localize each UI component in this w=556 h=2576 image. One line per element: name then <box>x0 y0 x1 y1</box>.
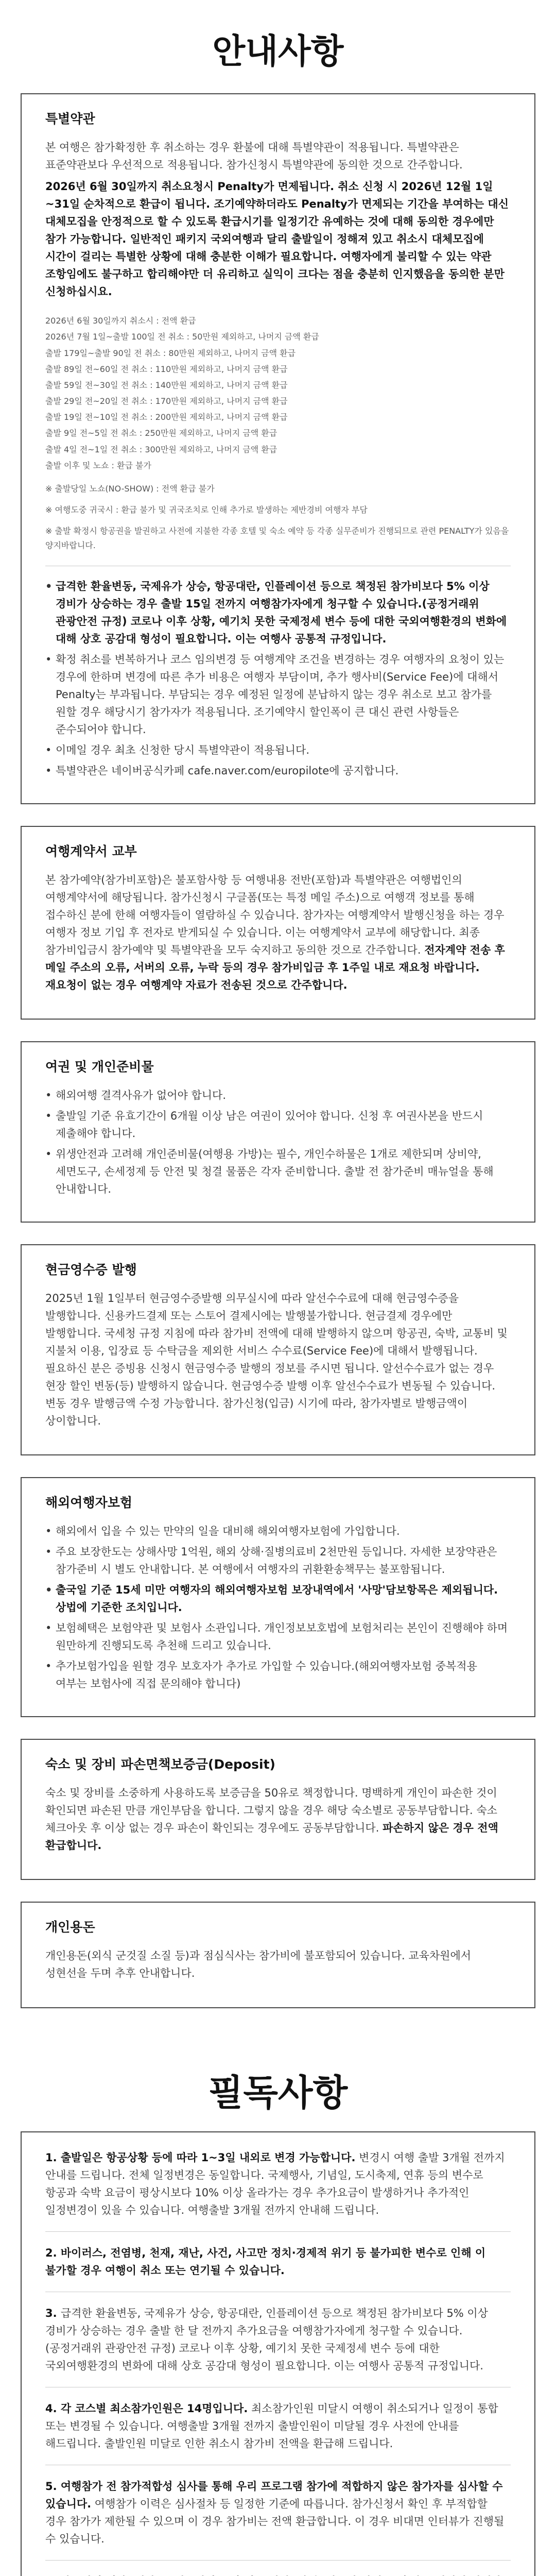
notice-section <box>21 2131 535 2576</box>
bullet-item: • 해외에서 입을 수 있는 만약의 일을 대비해 해외여행자보험에 가입합니다. <box>45 1522 511 1540</box>
notice-bold: 4. 각 코스별 최소참가인원은 14명입니다. <box>45 2402 248 2415</box>
refund-row: 출발 이후 및 노쇼 : 환급 불가 <box>45 460 151 470</box>
contract-section <box>21 826 535 1020</box>
section-title: 특별약관 <box>45 111 95 126</box>
pocket-money-text: 개인용돈(외식 군것질 소질 등)과 점심식사는 참가비에 불포함되어 있습니다. 교육차원에서 성현선을 두며 추후 안내합니다. <box>45 1950 472 1980</box>
refund-row: 출발 179일~출발 90일 전 취소 : 80만원 제외하고, 나머지 금액 환급 <box>45 348 296 358</box>
bullet-item: • 확정 취소를 변복하거나 코스 임의변경 등 여행계약 조건을 변경하는 경우 여행자의 요청이 있는 경우에 한하며 변경에 따른 추가 비용은 여행자 부담이며, 추가 행사비(Service Fee)에 대해서 Penalty는 부과됩니다. 부담되는 경우 예정된 일정에 분납하지 않는 경우 취소로 보고 참가를 원할 경우 해당시기 참가자가 적용됩니다. 조기예약시 할인폭이 큰 대신 관련 사항들은 준수되어야 합니다. <box>45 651 511 738</box>
refund-row: 출발 89일 전~60일 전 취소 : 110만원 제외하고, 나머지 금액 환급 <box>45 364 288 374</box>
notice-bold: 2. 바이러스, 전염병, 천재, 재난, 사건, 사고만 정치·경제적 위기 등 불가피한 변수로 인해 이 불가할 경우 여행이 취소 또는 연기될 수 있습니다. <box>45 2246 486 2277</box>
notice-body: 변경시 여행 출발 3개월 전까지 안내를 드립니다. 전체 일정변경은 동일합니다. 국제행사, 기념일, 도시축제, 연휴 등의 변수로 항공과 숙박 요금이 평상시보다 10% 이상 올라가는 경우 추가요금이 발생하거나 추가적인 일정변경이 있을 수 있습니다. 여행출발 3개월 전까지 안내해 드립니다. <box>45 2151 505 2216</box>
special-terms-penalty-notice <box>45 178 511 300</box>
refund-row: 2026년 7월 1일~출발 100일 전 취소 : 50만원 제외하고, 나머지 금액 환급 <box>45 332 319 342</box>
deposit-section <box>21 1739 535 1880</box>
bullet-item: • 특별약관은 네이버공식카페 cafe.naver.com/europilote에 공지합니다. <box>45 762 511 779</box>
section-title: 개인용돈 <box>45 1920 95 1935</box>
pocket-money-section <box>21 1902 535 2008</box>
refund-row: 2026년 6월 30일까지 취소시 : 전액 환급 <box>45 316 196 326</box>
page-title: 안내사항 <box>212 31 344 71</box>
notice-text <box>45 2149 511 2219</box>
deposit-bold: 파손하지 않은 경우 전액 환급합니다. <box>45 1822 498 1852</box>
notice-bold: 1. 출발일은 항공상황 등에 따라 1~3일 내외로 변경 가능합니다. <box>45 2151 356 2164</box>
bullet-item: • 추가보험가입을 원할 경우 보호자가 추가로 가입할 수 있습니다.(해외여행자보험 중복적용 여부는 보험사에 직접 문의해야 합니다) <box>45 1657 511 1692</box>
notice-item <box>45 2478 511 2548</box>
insurance-bullets <box>45 1522 511 1692</box>
refund-note: ※ 출발 확정시 항공권을 발권하고 사전에 지불한 각종 호텔 및 숙소 예약 등 각종 실무준비가 진행되므로 관련 PENALTY가 있음을 양지바랍니다. <box>45 526 509 550</box>
bullet-item: • 해외여행 결격사유가 없어야 합니다. <box>45 1087 511 1104</box>
receipt-text: 2025년 1월 1일부터 현금영수증발행 의무실시에 따라 알선수수료에 대해 현금영수증을 발행합니다. 신용카드결제 또는 스토어 결제시에는 발행불가합니다. 현금결제 경우에만 발행합니다. 국세청 규정 지침에 따라 참가비 전액에 대해 발행하지 않으며 항공권, 숙박, 교통비 및 지불처 이용, 입장료 등 수탁금을 제외한 서비스 수수료(Service Fee)에 대해서 발행됩니다. 필요하신 분은 증빙용 신청시 현금영수증 발행의 정보를 주시면 됩니다. 알선수수료가 없는 경우 현장 할인 변동(등) 발행하지 않습니다. 현금영수증 발행 이후 알선수수료가 변동될 수 있습니다. 변동 경우 발행금액 수정 가능합니다. 참가신청(입금) 시기에 따라, 참가자별로 발행금액이 상이합니다. <box>45 1292 508 1428</box>
section-title: 해외여행자보험 <box>45 1495 133 1511</box>
special-terms-intro: 본 여행은 참가확정한 후 취소하는 경우 환불에 대해 특별약관이 적용됩니다. 특별약관은 표준약관보다 우선적으로 적용됩니다. 참가신청시 특별약관에 동의한 것으로 간주합니다. <box>45 141 463 172</box>
notice-text <box>45 2478 511 2548</box>
notice-item <box>45 2244 511 2279</box>
contract-bold: 전자계약 전송 후 메일 주소의 오류, 서버의 오류, 누락 등의 경우 참가비입금 후 1주일 내로 재요청 바랍니다. 재요청이 없는 경우 여행계약 자료가 전송된 것으로 간주합니다. <box>45 944 505 992</box>
bullet-item: • 주요 보장한도는 상해사망 1억원, 해외 상해·질병의료비 2천만원 등입니다. 자세한 보장약관은 참가준비 시 별도 안내합니다. 본 여행에서 여행자의 귀환환송책무는 불포함됩니다. <box>45 1543 511 1578</box>
section-title: 여행계약서 교부 <box>45 843 137 859</box>
refund-row: 출발 9일 전~5일 전 취소 : 250만원 제외하고, 나머지 금액 환급 <box>45 428 277 438</box>
section-title: 여권 및 개인준비물 <box>45 1059 154 1075</box>
bullet-item: • 이메일 경우 최초 신청한 당시 특별약관이 적용됩니다. <box>45 741 511 759</box>
special-terms-bullets <box>45 578 511 779</box>
penalty-notice-text: 2026년 6월 30일까지 취소요청시 Penalty가 면제됩니다. 취소 신청 시 2026년 12월 1일~31일 순차적으로 환급이 됩니다. 조기예약하더라도 Penalty가 면제되는 기간을 부여하는 대신 대체모집을 안정적으로 할 수 있도록 환급시기를 일정기간 유예하는 것에 대해 동의한 경우에만 참가 가능합니다. 일반적인 패키지 국외여행과 달리 출발일이 정해져 있고 취소시 대체모집에 시간이 걸리는 특별한 상황에 대해 충분한 이해가 필요합니다. 여행자에게 불리할 수 있는 약관 조항임에도 불구하고 합리해야만 더 유리하고 실익이 크다는 점을 충분히 인지했음을 동의한 분만 신청하십시요. <box>45 180 509 298</box>
notice-item <box>45 2400 511 2452</box>
notice-title: 필독사항 <box>208 2071 348 2114</box>
refund-row: 출발 59일 전~30일 전 취소 : 140만원 제외하고, 나머지 금액 환급 <box>45 380 288 390</box>
bullet-item: • 보험혜택은 보험약관 및 보험사 소관입니다. 개인정보보호법에 보험처리는 본인이 진행해야 하며 원만하게 진행되도록 추천해 드리고 있습니다. <box>45 1619 511 1654</box>
notice-text <box>45 2304 511 2375</box>
notice-body: 여행참가 이력은 심사절차 등 일정한 기준에 따릅니다. 참가신청서 확인 후 부적합할 경우 참가가 제한될 수 있으며 이 경우 참가비는 전액 환급합니다. 이 경우 비대면 인터뷰가 진행될 수 있습니다. <box>45 2497 505 2545</box>
contract-text <box>45 871 511 994</box>
refund-schedule <box>45 313 511 473</box>
special-terms-section <box>21 93 535 804</box>
notice-item <box>45 2304 511 2375</box>
divider <box>45 2231 511 2232</box>
insurance-section <box>21 1477 535 1717</box>
notice-bold: 5. 여행참가 전 참가적합성 심사를 통해 우리 프로그램 참가에 적합하지 않은 참가자를 심사할 수 있습니다. <box>45 2480 503 2510</box>
notice-item <box>45 2573 511 2576</box>
bullet-item: • 출국일 기준 15세 미만 여행자의 해외여행자보험 보장내역에서 '사망'담보항목은 제외됩니다. 상법에 기준한 조치입니다. <box>45 1581 511 1616</box>
spacer <box>21 2030 535 2059</box>
notice-item <box>45 2149 511 2219</box>
notice-body: 급격한 환율변동, 국제유가 상승, 항공대란, 인플레이션 등으로 책정된 참가비보다 5% 이상 경비가 상승하는 경우 출발 한 달 전까지 추가요금을 여행참가자에게 청구할 수 있습니다. (공정거래위 관광안전 규정) 코로나 이후 상황, 예기치 못한 국제정세 변수 등에 대한 국외여행환경의 변화에 대해 상호 공감대 형성이 필요합니다. 이는 여행사 공통적 규정입니다. <box>45 2307 489 2372</box>
refund-row: 출발 4일 전~1일 전 취소 : 300만원 제외하고, 나머지 금액 환급 <box>45 444 277 454</box>
bullet-item: • 출발일 기준 유효기간이 6개월 이상 남은 여권이 있어야 합니다. 신청 후 여권사본을 반드시 제출해야 합니다. <box>45 1107 511 1142</box>
notice-text <box>45 2244 511 2279</box>
refund-note: ※ 여행도중 귀국시 : 환급 불가 및 귀국조치로 인해 추가로 발생하는 제반경비 여행자 부담 <box>45 505 368 515</box>
notice-text <box>45 2400 511 2452</box>
contract-body: 본 참가예약(참가비포함)은 불포함사항 등 여행내용 전반(포함)과 특별약관은 여행법인의 여행계약서에 해당됩니다. 참가신청시 구글폼(또는 특정 메일 주소)으로 여행객 정보를 통해 접수하신 분에 한해 여행자들이 열람하실 수 있습니다. 참가자는 여행계약서 발행신청을 하는 경우 여행자 정보 기입 후 전자로 받게되실 수 있습니다. 이는 여행계약서 교부에 해당합니다. 최종 참가비입금시 참가예약 및 특별약관을 모두 숙지하고 동의한 것으로 간주합니다. <box>45 873 505 956</box>
passport-bullets <box>45 1087 511 1198</box>
notice-bold: 3. <box>45 2307 61 2319</box>
passport-section <box>21 1041 535 1223</box>
deposit-text <box>45 1784 511 1854</box>
refund-row: 출발 19일 전~10일 전 취소 : 200만원 제외하고, 나머지 금액 환급 <box>45 412 288 422</box>
deposit-body: 숙소 및 장비를 소중하게 사용하도록 보증금을 50유로 책정합니다. 명백하게 개인이 파손한 것이 확인되면 파손된 만큼 개인부담을 합니다. 그렇지 않을 경우 해당 숙소별로 공동부담합니다. 숙소 체크아웃 후 이상 없는 경우 파손이 확인되는 경우에도 공동부담합니다. <box>45 1787 497 1835</box>
bullet-item: • 급격한 환율변동, 국제유가 상승, 항공대란, 인플레이션 등으로 책정된 참가비보다 5% 이상 경비가 상승하는 경우 출발 15일 전까지 여행참가자에게 청구할 수 있습니다.(공정거래위 관광안전 규정) 코로나 이후 상황, 예기치 못한 국제정세 변수 등에 대한 국외여행환경의 변화에 대해 상호 공감대 형성이 필요합니다. 이는 여행사 공통적 규정입니다. <box>45 578 511 648</box>
bullet-item: • 위생안전과 고려해 개인준비물(여행용 가방)는 필수, 개인수하물은 1개로 제한되며 상비약, 세면도구, 손세정제 등 안전 및 청결 물품은 각자 준비합니다. 출발 전 참가준비 매뉴얼을 통해 안내합니다. <box>45 1145 511 1198</box>
refund-note: ※ 출발당일 노쇼(NO-SHOW) : 전액 환급 불가 <box>45 484 215 494</box>
refund-row: 출발 29일 전~20일 전 취소 : 170만원 제외하고, 나머지 금액 환급 <box>45 396 288 406</box>
section-title: 숙소 및 장비 파손면책보증금(Deposit) <box>45 1757 275 1772</box>
divider <box>45 2560 511 2561</box>
receipt-section <box>21 1244 535 1455</box>
section-title: 현금영수증 발행 <box>45 1262 137 1278</box>
notice-text <box>45 2573 511 2576</box>
notice-body: 최소참가인원 미달시 여행이 취소되거나 일정이 통합 또는 변경될 수 있습니다. 여행출발 3개월 전까지 출발인원이 미달될 경우 사전에 안내를 해드립니다. 출발인원 미달로 인한 취소시 참가비 전액을 환급해 드립니다. <box>45 2402 498 2450</box>
